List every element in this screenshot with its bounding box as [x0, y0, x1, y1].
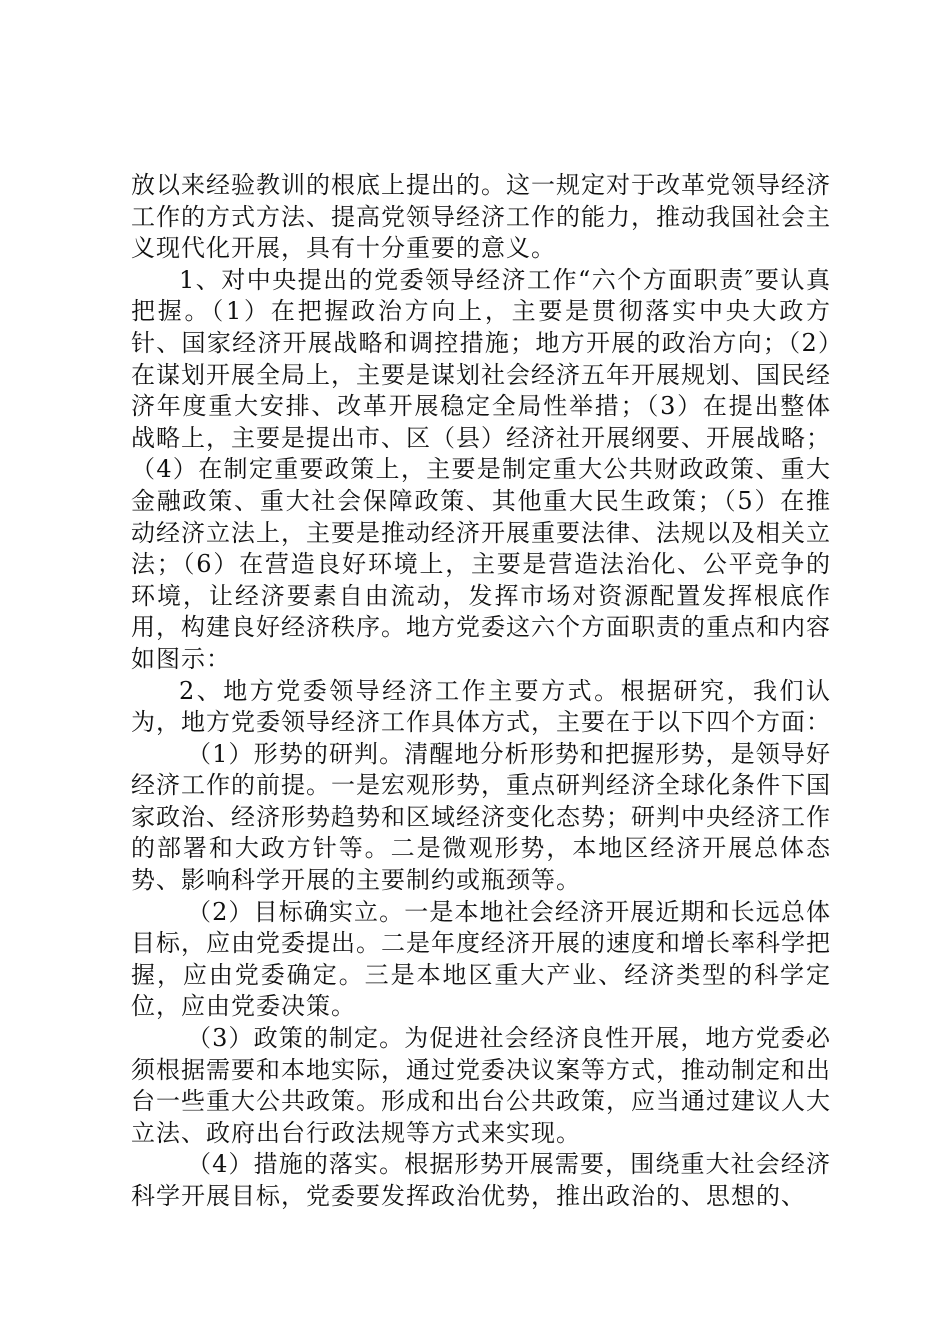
paragraph-subitem-2: （2）目标确实立。一是本地社会经济开展近期和长远总体目标，应由党委提出。二是年度经济开展的速度和增长率科学把握，应由党委确定。三是本地区重大产业、经济类型的科学定位，应由党委决策。	[131, 897, 831, 1021]
paragraph-item-1: 1、对中央提出的党委领导经济工作“六个方面职责″要认真把握。（1）在把握政治方向上，主要是贯彻落实中央大政方针、国家经济开展战略和调控措施；地方开展的政治方向；（2）在谋划开展全局上，主要是谋划社会经济五年开展规划、国民经济年度重大安排、改革开展稳定全局性举措；（3）在提出整体战略上，主要是提出市、区（县）经济社开展纲要、开展战略；（4）在制定重要政策上，主要是制定重大公共财政政策、重大金融政策、重大社会保障政策、其他重大民生政策；（5）在推动经济立法上，主要是推动经济开展重要法律、法规以及相关立法；（6）在营造良好环境上，主要是营造法治化、公平竞争的环境，让经济要素自由流动，发挥市场对资源配置发挥根底作用，构建良好经济秩序。地方党委这六个方面职责的重点和内容如图示：	[131, 265, 831, 673]
paragraph-item-2: 2、地方党委领导经济工作主要方式。根据研究，我们认为，地方党委领导经济工作具体方式，主要在于以下四个方面：	[131, 676, 831, 737]
paragraph-subitem-1: （1）形势的研判。清醒地分析形势和把握形势，是领导好经济工作的前提。一是宏观形势，重点研判经济全球化条件下国家政治、经济形势趋势和区域经济变化态势；研判中央经济工作的部署和大政方针等。二是微观形势，本地区经济开展总体态势、影响科学开展的主要制约或瓶颈等。	[131, 739, 831, 895]
document-body	[131, 170, 831, 1213]
paragraph-subitem-3: （3）政策的制定。为促进社会经济良性开展，地方党委必须根据需要和本地实际，通过党委决议案等方式，推动制定和出台一些重大公共政策。形成和出台公共政策，应当通过建议人大立法、政府出台行政法规等方式来实现。	[131, 1024, 831, 1147]
paragraph-continuation: 放以来经验教训的根底上提出的。这一规定对于改革党领导经济工作的方式方法、提高党领导经济工作的能力，推动我国社会主义现代化开展，具有十分重要的意义。	[131, 171, 831, 263]
paragraph-subitem-4: （4）措施的落实。根据形势开展需要，围绕重大社会经济科学开展目标，党委要发挥政治优势，推出政治的、思想的、	[131, 1150, 831, 1210]
